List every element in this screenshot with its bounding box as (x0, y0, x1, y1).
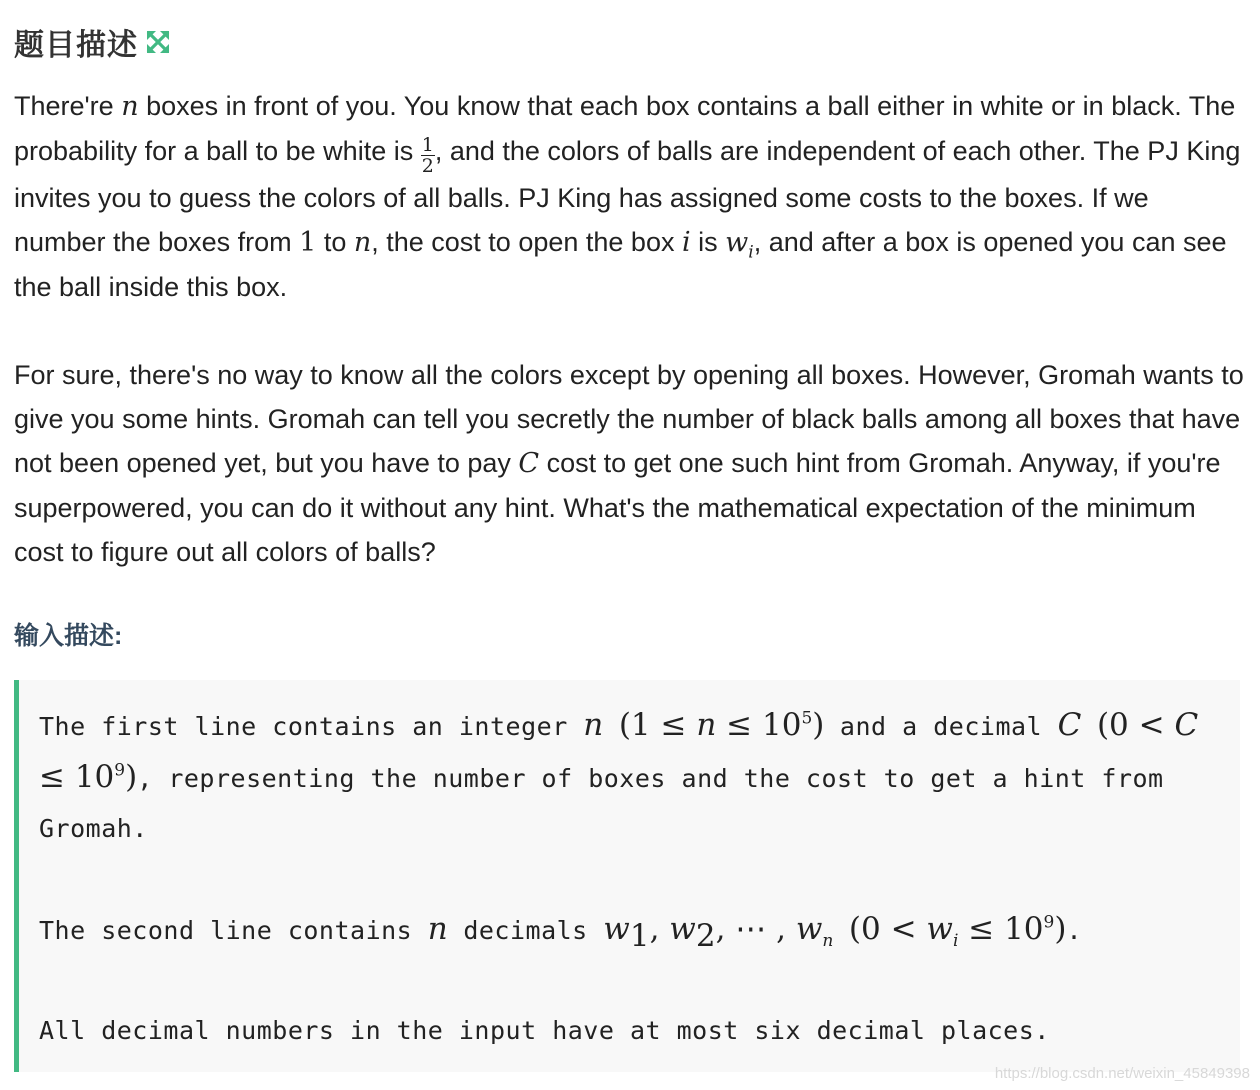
problem-description (14, 84, 1244, 574)
watermark: https://blog.csdn.net/weixin_45849398 (994, 1065, 1250, 1082)
input-heading: 输入描述: (14, 622, 123, 650)
title-row (14, 22, 172, 62)
input-line-1: The first line contains an integer n $(1 \le n \le 10^5)$ and a decimal C $(0 < C \le 10^9)$, representing the number of boxes and the cost to get a hint from Gromah. (39, 707, 1199, 843)
fraction-half: $\frac{1}{2}$ (421, 134, 434, 177)
input-line-2: The second line contains n decimals $w_1$, $w_2$, ⋯ , $w_n$ $(0 < w_i \le 10^9)$. (39, 911, 1083, 955)
expand-icon[interactable] (144, 28, 172, 56)
description-paragraph-1: There're n boxes in front of you. You know that each box contains a ball either in white or in black. The probability for a ball to be white is $\frac{1}{2}$ , and the colors of balls are independent of each other. The PJ King invites you to guess the colors of all balls. PJ King has assigned some costs to the boxes. If we number the boxes from 1 to n, the cost to open the box i is $w_i$, and after a box is opened you can see the ball inside this box. (14, 91, 1241, 302)
page-title: 题目描述 (14, 29, 138, 62)
input-line-3: All decimal numbers in the input have at most six decimal places. (39, 1016, 1050, 1045)
input-description-block (14, 680, 1240, 1072)
description-paragraph-2: For sure, there's no way to know all the colors except by opening all boxes. However, Gromah wants to give you some hints. Gromah can tell you secretly the number of black balls among all boxes that have not been opened yet, but you have to pay C cost to get one such hint from Gromah. Anyway, if you're superpowered, you can do it without any hint. What's the mathematical expectation of the minimum cost to figure out all colors of balls? (14, 360, 1244, 567)
